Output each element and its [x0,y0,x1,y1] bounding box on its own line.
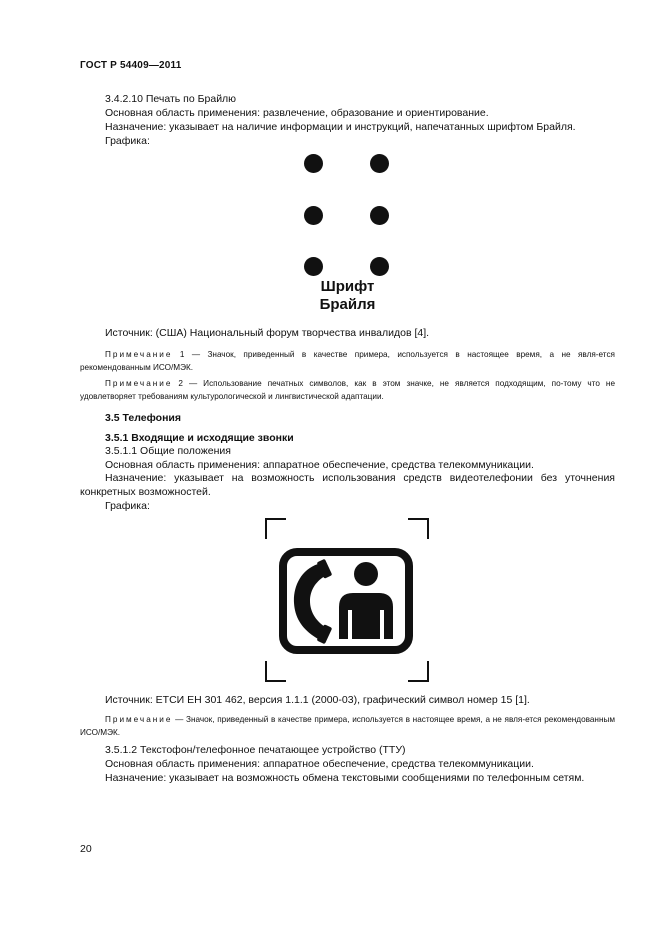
source-braille: Источник: (США) Национальный форум творчества инвалидов [4]. [105,327,430,339]
graphics-label-calls: Графика: [105,500,150,512]
videophone-symbol [262,515,432,685]
purpose-textphone: Назначение: указывает на возможность обмена текстовыми сообщениями по телефонным сетям. [105,772,585,784]
braille-dot-6 [370,257,389,276]
braille-dot-4 [370,154,389,173]
note-label: Примечание [105,379,173,388]
section-title-textphone: 3.5.1.2 Текстофон/телефонное печатающее устройство (ТТУ) [105,744,406,756]
note-calls [80,713,615,739]
braille-dot-2 [304,206,323,225]
graphics-label-braille: Графика: [105,135,150,147]
section-title-telephony: 3.5 Телефония [105,412,182,424]
scope-textphone: Основная область применения: аппаратное обеспечение, средства телекоммуникации. [105,758,534,770]
person-icon [339,562,393,639]
section-title-braille: 3.4.2.10 Печать по Брайлю [105,93,237,105]
phone-handset-icon [294,559,332,645]
purpose-braille: Назначение: указывает на наличие информации и инструкций, напечатанных шрифтом Брайля. [105,121,576,133]
document-header: ГОСТ Р 54409—2011 [80,60,182,71]
purpose-calls: Назначение: указывает на возможность использования средств видеотелефонии без уточнения конкретных возможностей. [80,472,615,498]
section-title-calls: 3.5.1 Входящие и исходящие звонки [105,432,294,444]
scope-calls: Основная область применения: аппаратное обеспечение, средства телекоммуникации. [105,459,534,471]
note1-braille [80,348,615,374]
scope-braille: Основная область применения: развлечение, образование и ориентирование. [105,107,489,119]
source-calls: Источник: ЕТСИ ЕН 301 462, версия 1.1.1 (2000-03), графический символ номер 15 [1]. [105,694,530,706]
braille-dot-1 [304,154,323,173]
braille-label-line2: Брайля [319,296,376,313]
note-text: 2 — Использование печатных символов, как в этом значке, не является подходящим, по-тому что не удовлетворяет требованиям культурологической и лингвистической адаптации. [80,379,615,401]
braille-dot-5 [370,206,389,225]
note-text: 1 — Значок, приведенный в качестве примера, используется в настоящее время, а не явля-ется рекомендованным ИСО/МЭК. [80,350,615,372]
note-text: — Значок, приведенный в качестве примера, используется в настоящее время, а не явля-ется рекомендованным ИСО/МЭК. [80,715,615,737]
section-title-general: 3.5.1.1 Общие положения [105,445,231,457]
braille-label-line1: Шрифт [320,278,375,295]
note2-braille [80,377,615,403]
page-number: 20 [80,843,92,855]
braille-dot-3 [304,257,323,276]
note-label: Примечание [105,715,173,724]
note-label: Примечание [105,350,173,359]
